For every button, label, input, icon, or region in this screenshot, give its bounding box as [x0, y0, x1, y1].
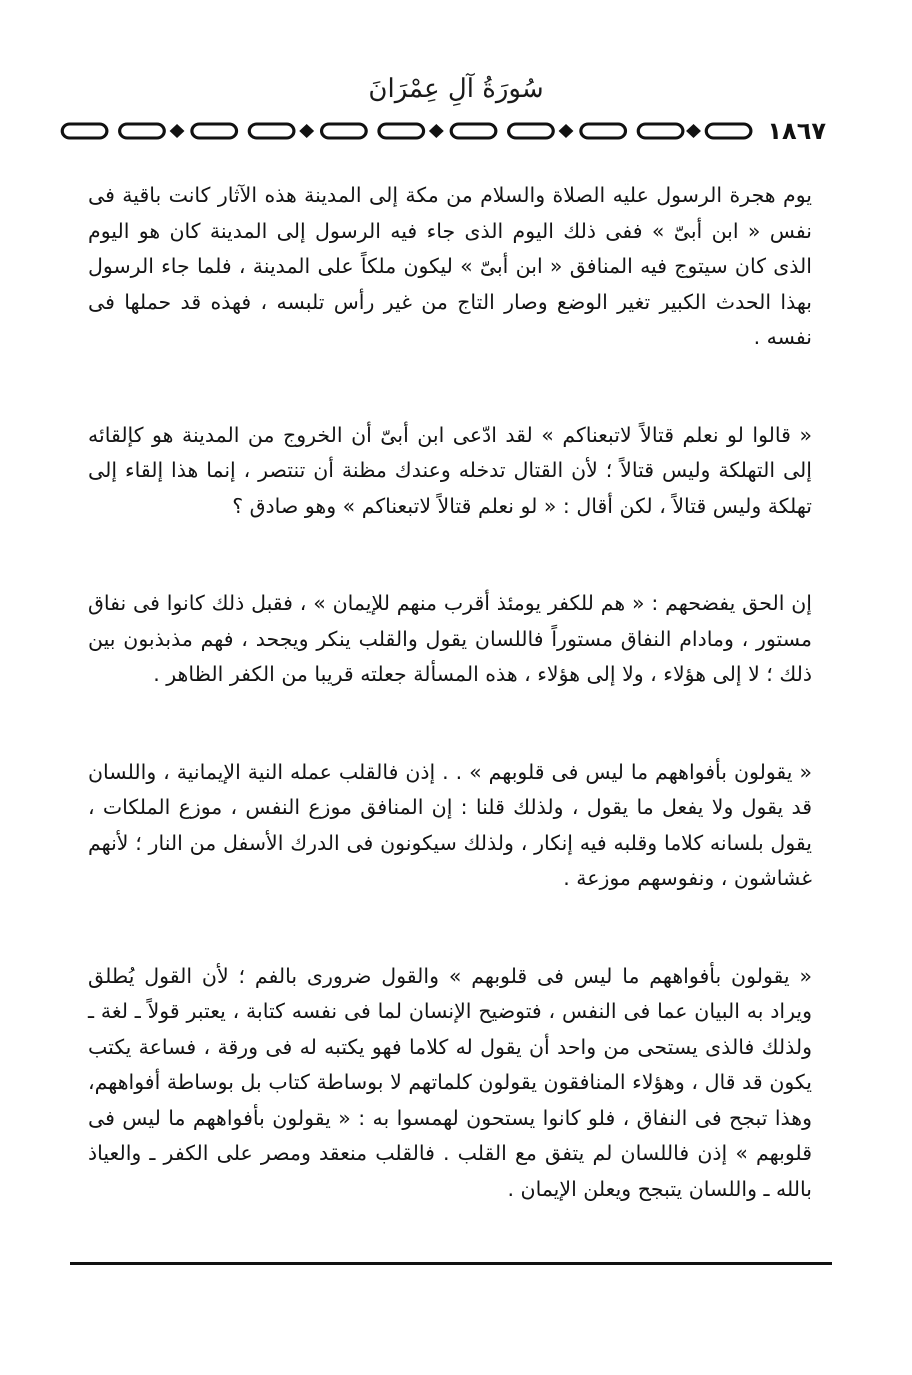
- paragraph-2: « قالوا لو نعلم قتالاً لاتبعناكم » لقد ادّعى ابن أبىّ أن الخروج من المدينة هو كإلقائه إلى التهلكة وليس قتالاً ؛ لأن القتال تدخله وعندك مظنة أن تنتصر ، إنما هذا إلقاء إلى تهلكة وليس قتالاً ، لكن أقال : « لو نعلم قتالاً لاتبعناكم » وهو صادق ؟: [88, 422, 812, 518]
- ornament-chain-icon: [58, 116, 759, 146]
- paragraph-1: يوم هجرة الرسول عليه الصلاة والسلام من مكة إلى المدينة هذه الآثار كانت باقية فى نفس « ابن أبىّ » ففى ذلك اليوم الذى جاء فيه الرسول إلى المدينة كان هو اليوم الذى كان سيتوج فيه المنافق « ابن أبىّ » ليكون ملكاً على المدينة ، فلما جاء الرسول بهذا الحدث الكبير تغير الوضع وصار التاج من غير رأس تلبسه ، فهذه قد حملها فى نفسه .: [88, 183, 812, 349]
- footer-divider: [70, 1262, 832, 1265]
- paragraph-4: « يقولون بأفواههم ما ليس فى قلوبهم » . . إذن فالقلب عمله النية الإيمانية ، واللسان قد يقول ولا يفعل ما يقول ، ولذلك قلنا : إن المنافق موزع النفس ، موزع الملكات ، يقول بلسانه كلاما وقلبه فيه إنكار ، ولذلك سيكونون فى الدرك الأسفل من النار ؛ لأنهم غشاشون ، ونفوسهم موزعة .: [88, 759, 812, 890]
- body-text: [88, 178, 812, 1269]
- surah-title: سُورَةُ آلِ عِمْرَانَ: [368, 74, 544, 104]
- header-ornament-band: [58, 116, 834, 146]
- paragraph-5: « يقولون بأفواههم ما ليس فى قلوبهم » والقول ضرورى بالفم ؛ لأن القول يُطلق ويراد به البيان عما فى النفس ، فتوضيح الإنسان لما فى نفسه كتابة ، يعتبر قولاً ـ لغة ـ ولذلك فالذى يستحى من واحد أن يقول له كلاما فهو يكتبه له فى ورقة ، فساعة يكتب يكون قد قال ، وهؤلاء المنافقون يقولون كلماتهم لا بوساطة كتاب بل بوساطة أفواههم، وهذا تبجح فى النفاق ، فلو كانوا يستحون لهمسوا به : « يقولون بأفواههم ما ليس فى قلوبهم » إذن فاللسان لم يتفق مع القلب . فالقلب منعقد ومصر على الكفر ـ والعياذ بالله ـ واللسان يتبجح ويعلن الإيمان .: [88, 963, 812, 1201]
- paragraph-3: إن الحق يفضحهم : « هم للكفر يومئذ أقرب منهم للإيمان » ، فقبل ذلك كانوا فى نفاق مستور ، ومادام النفاق مستوراً فاللسان يقول والقلب ينكر ويجحد ، فهم مذبذبون بين ذلك ؛ لا إلى هؤلاء ، ولا إلى هؤلاء ، هذه المسألة جعلته قريبا من الكفر الظاهر .: [88, 591, 812, 686]
- page-number: ١٨٦٧: [767, 117, 826, 145]
